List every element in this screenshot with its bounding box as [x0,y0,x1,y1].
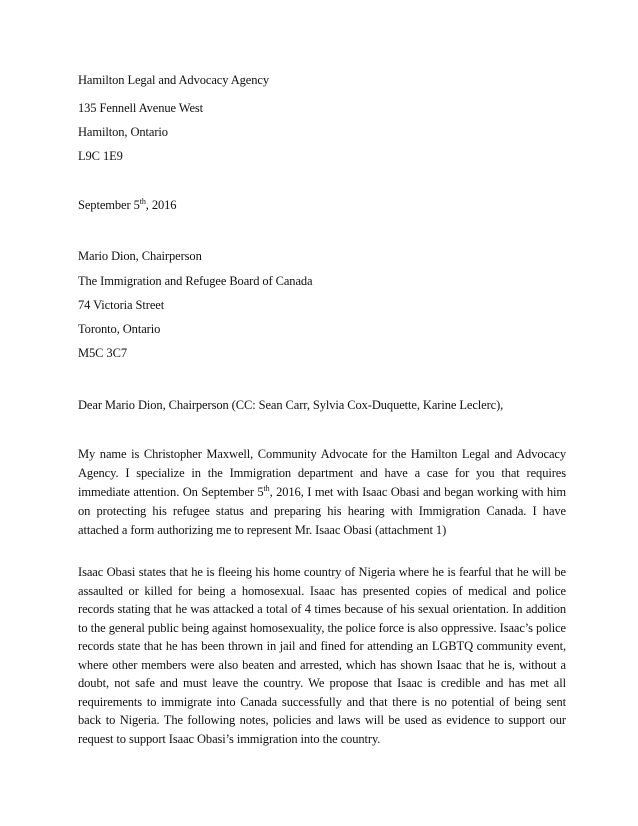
recipient-name: Mario Dion, Chairperson [78,249,202,263]
paragraph1-text-a: My name is Christopher Maxwell, Community Advocate for the Hamilton Legal and Advocacy Agency. I specialize in the Immigration department and have a case for you that requires immediate attention. On September 5 [78,447,566,499]
sender-postal: L9C 1E9 [78,149,123,163]
salutation: Dear Mario Dion, Chairperson (CC: Sean Carr, Sylvia Cox-Duquette, Karine Leclerc), [78,398,504,412]
paragraph-introduction [78,445,566,540]
recipient-street: 74 Victoria Street [78,298,165,312]
recipient-city: Toronto, Ontario [78,322,161,336]
date-month-day: September 5 [78,198,140,212]
date-suffix: th [139,197,146,206]
recipient-organization: The Immigration and Refugee Board of Canada [78,274,313,288]
paragraph1-text-b: , 2016, I met with Isaac Obasi and began working with him on protecting his refugee status and preparing his hearing with Immigration Canada. I have attached a form authorizing me to represent Mr. Isaac Obasi (attachment 1) [78,485,566,537]
sender-street: 135 Fennell Avenue West [78,101,204,115]
letter-date [78,197,176,213]
date-year: , 2016 [145,198,177,212]
paragraph1-date-suffix: th [263,484,270,493]
sender-city: Hamilton, Ontario [78,125,168,139]
paragraph-case-details: Isaac Obasi states that he is fleeing his home country of Nigeria where he is fearful that he will be assaulted or killed for being a homosexual. Isaac has presented copies of medical and police records stating that he was attacked a total of 4 times because of his sexual orientation. In addition to the general public being against homosexuality, the police force is also oppressive. Isaac’s police records state that he has been thrown in jail and fined for attending an LGBTQ community event, where other members were also beaten and arrested, which has shown Isaac that he is, without a doubt, not safe and must leave the country. We propose that Isaac is credible and has met all requirements to immigrate into Canada successfully and that there is no potential of being sent back to Nigeria. The following notes, policies and laws will be used as evidence to support our request to support Isaac Obasi’s immigration into the country. [78,565,566,746]
sender-name: Hamilton Legal and Advocacy Agency [78,73,269,87]
recipient-postal: M5C 3C7 [78,346,127,360]
